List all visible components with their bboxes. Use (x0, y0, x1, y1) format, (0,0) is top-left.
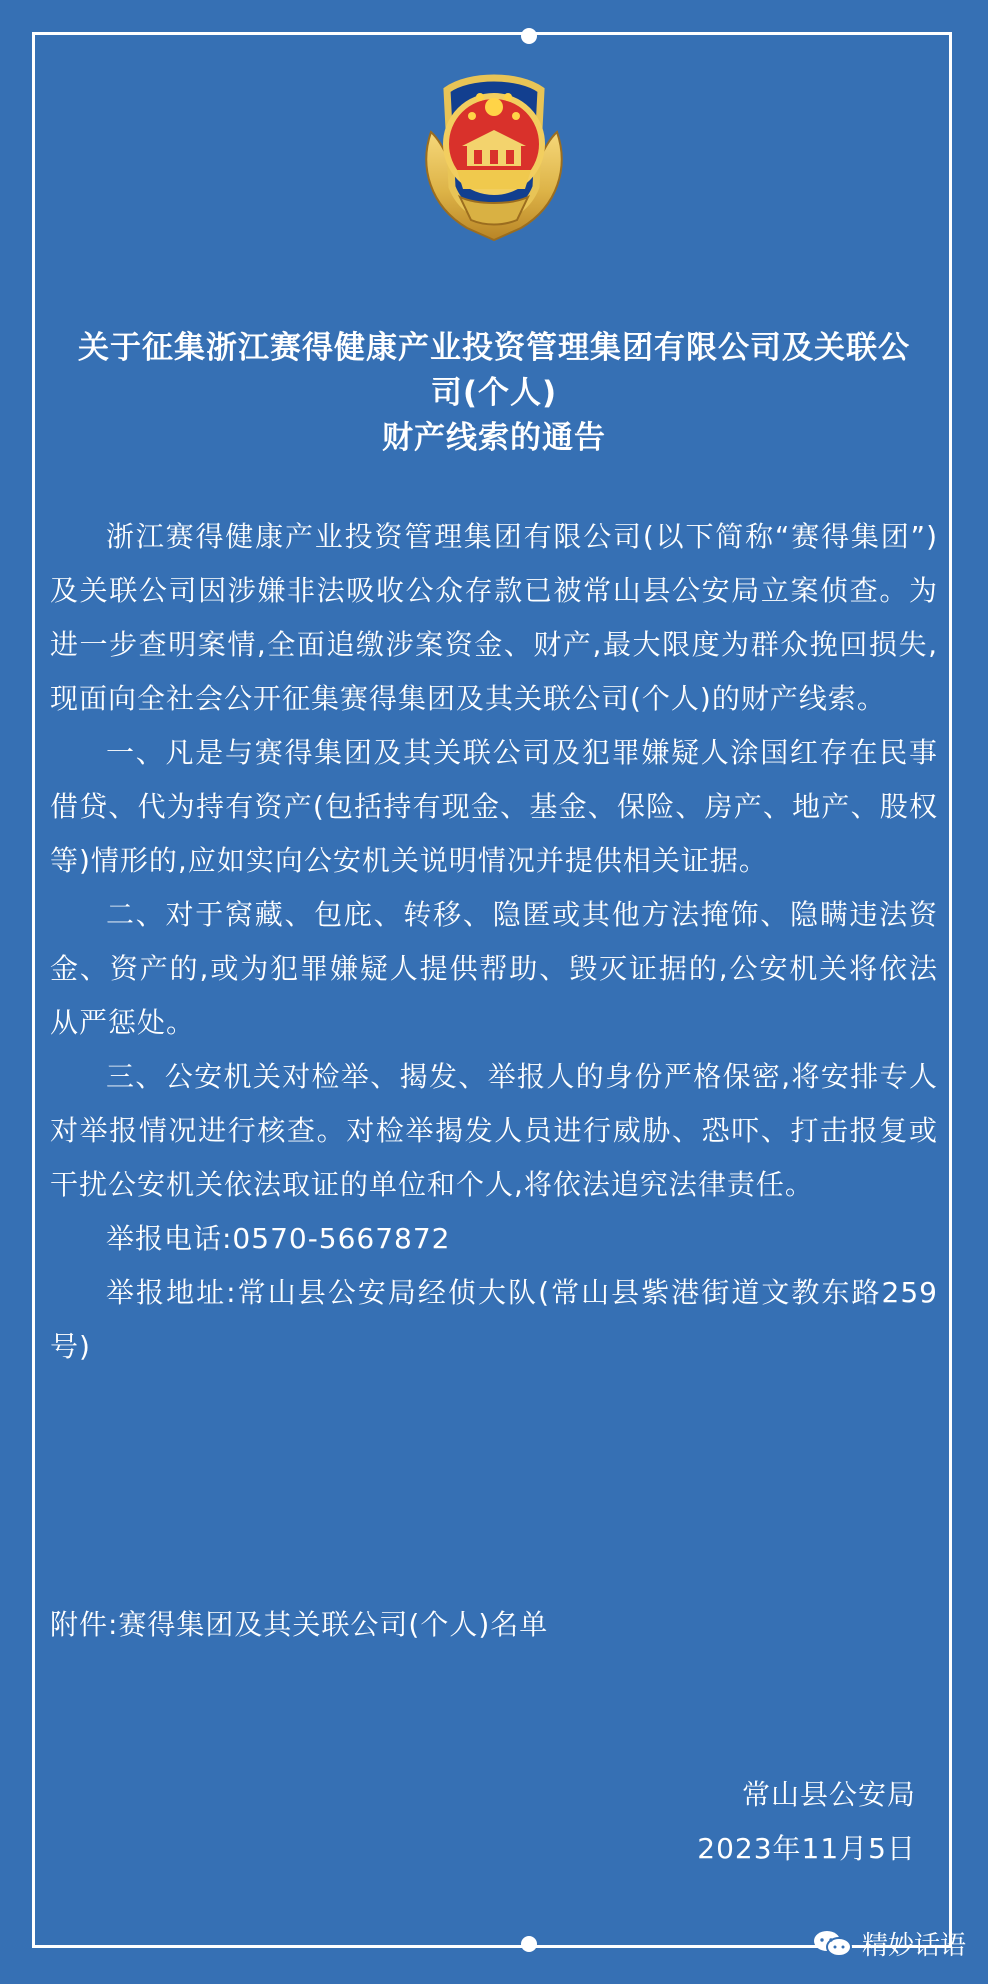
top-hole-ornament (521, 28, 537, 44)
notice-title (50, 326, 938, 461)
report-address: 举报地址:常山县公安局经侦大队(常山县紫港街道文教东路259号) (50, 1276, 938, 1363)
notice-body (50, 510, 938, 1374)
report-phone: 举报电话:0570-5667872 (106, 1222, 451, 1255)
paragraph-item-one: 一、凡是与赛得集团及其关联公司及犯罪嫌疑人涂国红存在民事借贷、代为持有资产(包括持有现金、基金、保险、房产、地产、股权等)情形的,应如实向公安机关说明情况并提供相关证据。 (50, 736, 938, 877)
paragraph-item-three: 三、公安机关对检举、揭发、举报人的身份严格保密,将安排专人对举报情况进行核查。对检举揭发人员进行威胁、恐吓、打击报复或干扰公安机关依法取证的单位和个人,将依法追究法律责任。 (50, 1060, 938, 1201)
attachment-line: 附件:赛得集团及其关联公司(个人)名单 (50, 1608, 549, 1641)
police-emblem-icon (404, 62, 584, 252)
signature-block (697, 1768, 916, 1876)
wechat-icon (812, 1927, 854, 1961)
title-line-2: 司(个人) (430, 375, 558, 411)
watermark-text: 精妙话语 (861, 1931, 966, 1961)
issue-date: 2023年11月5日 (697, 1832, 916, 1865)
paragraph-intro: 浙江赛得健康产业投资管理集团有限公司(以下简称“赛得集团”)及关联公司因涉嫌非法吸收公众存款已被常山县公安局立案侦查。为进一步查明案情,全面追缴涉案资金、财产,最大限度为群众挽回损失,现面向全社会公开征集赛得集团及其关联公司(个人)的财产线索。 (50, 520, 938, 715)
title-line-1: 关于征集浙江赛得健康产业投资管理集团有限公司及关联公 (78, 330, 910, 366)
issuing-organization: 常山县公安局 (741, 1778, 916, 1811)
source-watermark (812, 1925, 966, 1962)
title-line-3: 财产线索的通告 (382, 420, 606, 456)
bottom-hole-ornament (521, 1936, 537, 1952)
paragraph-item-two: 二、对于窝藏、包庇、转移、隐匿或其他方法掩饰、隐瞒违法资金、资产的,或为犯罪嫌疑人提供帮助、毁灭证据的,公安机关将依法从严惩处。 (50, 898, 938, 1039)
